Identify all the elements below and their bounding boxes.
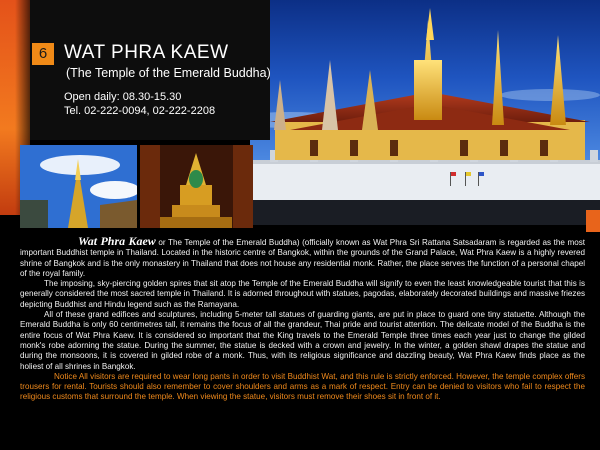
temple-illustration: [250, 0, 600, 225]
paragraph-intro: [20, 236, 585, 279]
opening-hours: Open daily: 08.30-15.30: [64, 91, 182, 103]
paragraph-statuette: All of these grand edifices and sculptures, including 5-meter tall statues of guarding giants, are put in place to guard one tiny statuette. Although the Emerald Buddha is only 60 centimetres tall, it remains the focus of all the grandeur, Thai pride and tourist attention. The delicate model of the Buddha is the entire focus of Wat Phra Kaew. It is considered so important that the King travels to the Emerald Temple three times each year just to change the gilded monk's robe adorning the statue. During the summer, the statue is decked with a crown and jewelry. In the winter, a golden shawl drapes the statue and during the monsoons, it is covered in gilded robe of a monk. Thus, with its religious significance and dazzling beauty, Wat Phra Kaew finds place as the holiest of all shrines in Bangkok.: [20, 310, 585, 371]
paragraph-spires: The imposing, sky-piercing golden spires that sit atop the Temple of the Emerald Buddha will signify to even the least knowledgeable tourist that this is generally considered the most sacred temple in Thailand. It is adorned throughout with statues, pagodas, elaborately decorated buildings and massive friezes depicting Buddhist and Hindu legend such as the Ramayana.: [20, 279, 585, 309]
emerald-buddha-photo: [140, 145, 253, 228]
temple-hero-photo: [250, 0, 600, 225]
page-title: WAT PHRA KAEW: [64, 42, 229, 63]
intro-text: or The Temple of the Emerald Buddha) (officially known as Wat Phra Sri Rattana Satsadaram is regarded as the most important Buddhist temple in Thailand. Located in the historic centre of Bangkok, within the grounds of the Grand Palace, Wat Phra Kaew is a highly revered shrine of Bangkok and is the only monastery in Thailand that does not house any residential monk. Rather, the place serves the function of a personal chapel of the royal family.: [20, 238, 585, 278]
lead-temple-name: Wat Phra Kaew: [78, 234, 156, 248]
telephone: Tel. 02-222-0094, 02-222-2208: [64, 105, 216, 117]
article-body: [20, 236, 585, 403]
section-number-badge: 6: [32, 43, 54, 65]
page-edge-tab: [586, 210, 600, 232]
temple-spire-photo: [20, 145, 137, 228]
page-subtitle: (The Temple of the Emerald Buddha): [66, 66, 271, 80]
visitor-notice: Notice All visitors are required to wear long pants in order to visit Buddhist Wat, and this rule is strictly enforced. However, the temple complex offers trousers for rental. Tourists should also remember to cover shoulders and arms as a mark of respect. Entry can be denied to visitors who fail to respect the religious customs that surround the temple. When viewing the statue, visitors must remove their shoes sit in front of it.: [20, 371, 585, 402]
